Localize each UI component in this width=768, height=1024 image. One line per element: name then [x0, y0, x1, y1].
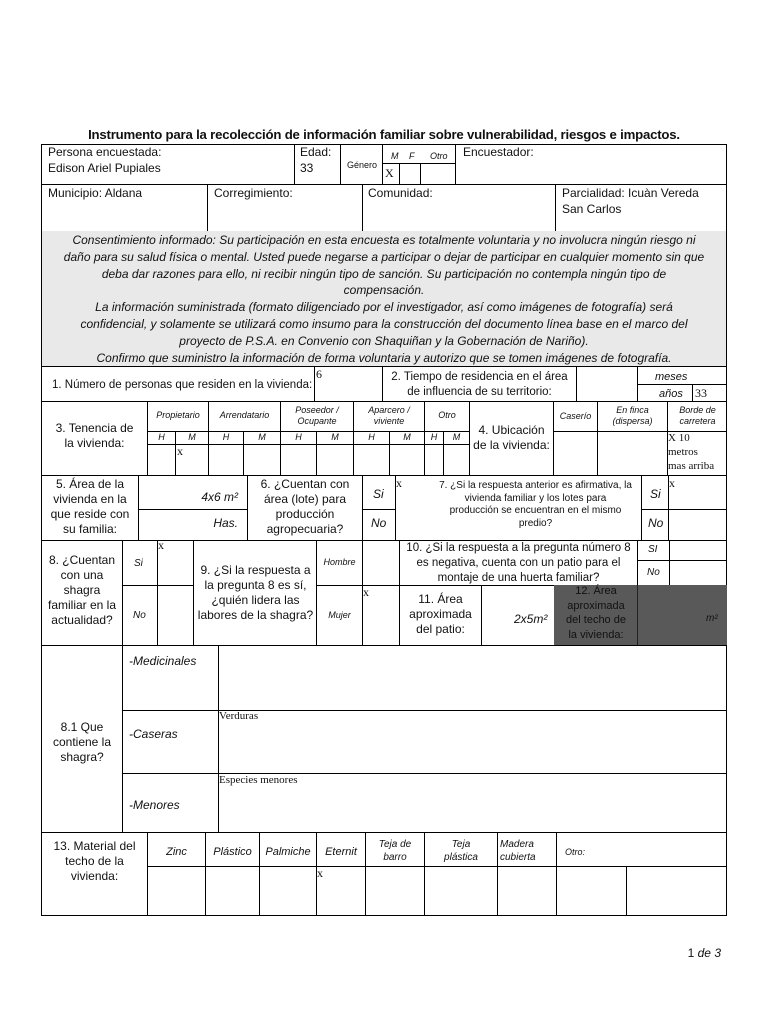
q3-arrendatario: Arrendatario	[219, 410, 270, 420]
q9-hombre: Hombre	[323, 557, 356, 567]
edad-value[interactable]: 33	[300, 161, 314, 175]
parcialidad-vereda[interactable]: San Carlos	[562, 202, 622, 216]
persona-value[interactable]: Edison Ariel Pupiales	[48, 161, 161, 175]
q3-h-3: H	[295, 432, 302, 442]
q13-teja-plastica: Teja plástica	[444, 839, 478, 863]
q3-aparcero: Aparcero / viviente	[368, 405, 410, 426]
genero-otro-label: Otro	[430, 151, 448, 161]
q3-m-2: M	[258, 432, 266, 442]
q1-value[interactable]: 6	[316, 367, 322, 381]
q10-no: No	[647, 567, 660, 578]
q3-otro: Otro	[438, 410, 456, 420]
q12-unit: m²	[706, 613, 718, 624]
corregimiento[interactable]: Corregimiento:	[214, 186, 293, 200]
q9-mark[interactable]: x	[363, 585, 369, 599]
q3-propietario: Propietario	[156, 410, 200, 420]
q13-label: 13. Material del techo de la vivienda:	[53, 839, 136, 883]
q6-label: 6. ¿Cuentan con área (lote) para producción agropecuaria?	[260, 477, 350, 536]
q6-mark[interactable]: x	[396, 476, 402, 490]
q13-madera: Madera cubierta	[500, 839, 536, 863]
q81-medicinales: -Medicinales	[129, 654, 197, 668]
q81-menores: -Menores	[129, 798, 180, 812]
q11-value[interactable]: 2x5m²	[514, 612, 548, 626]
q3-poseedor: Poseedor / Ocupante	[295, 405, 339, 426]
consent-text: Consentimiento informado: Su participación en esta encuesta es totalmente voluntaria y no involucra ningún riesgo ni daño para su salud física o mental. Usted puede negarse a participar o dejar de participar en cualquier momento sin que deba dar razones para ello, ni recibir ningún tipo de sanción. Su participación no contempla ningún tipo de compensación. La información suministrada (formato diligenciado por el investigador, así como imágenes de fotografía) será confidencial, y solamente se utilizará como insumo para la construcción del documento línea base en el marco del proyecto de P.S.A. en Convenio con Shaquiñan y la Gobernación de Nariño). Confirmo que suministro la información de forma voluntaria y autorizo que se tomen imágenes de fotografía.	[63, 233, 705, 365]
q7-si: Si	[650, 487, 661, 501]
q3-mark[interactable]: x	[177, 444, 183, 458]
q3-m-4: M	[403, 432, 411, 442]
q13-zinc: Zinc	[166, 846, 187, 858]
q6-si: Si	[373, 487, 384, 501]
q2-anos-value[interactable]: 33	[695, 386, 707, 400]
q2-meses-label: meses	[655, 371, 688, 383]
q8-mark[interactable]: x	[158, 538, 164, 552]
q4-label: 4. Ubicación de la vivienda:	[473, 423, 550, 452]
q4-finca: En finca (dispersa)	[612, 405, 653, 426]
q9-label: 9. ¿Si la respuesta a la pregunta 8 es sí, ¿quién lidera las labores de la shagra?	[197, 563, 314, 622]
q10-si: SI	[648, 544, 658, 555]
q3-m-5: M	[452, 432, 461, 442]
q7-label: 7. ¿Si la respuesta anterior es afirmativa, la vivienda familiar y los lotes para producción se encuentran en el mismo predio?	[439, 480, 632, 529]
parcialidad[interactable]: Parcialidad: Icuàn Vereda	[562, 186, 699, 200]
q3-label: 3. Tenencia de la vivienda:	[55, 421, 134, 450]
q5-label: 5. Área de la vivienda en la que reside con su familia:	[50, 477, 130, 536]
q81-caseras: -Caseras	[129, 727, 178, 741]
persona-label: Persona encuestada:	[48, 145, 162, 159]
q3-h-5: H	[430, 432, 438, 442]
municipio[interactable]: Municipio: Aldana	[48, 186, 143, 200]
q7-mark[interactable]: x	[669, 476, 675, 490]
q9-mujer: Mujer	[328, 610, 351, 620]
genero-f-label: F	[409, 151, 415, 161]
q8-label: 8. ¿Cuentan con una shagra familiar en la actualidad?	[47, 553, 117, 627]
q3-m-3: M	[331, 432, 339, 442]
q3-m-1: M	[188, 432, 196, 442]
q4-caserio: Caserío	[559, 411, 592, 421]
q3-h-4: H	[368, 432, 375, 442]
q6-no: No	[371, 516, 387, 530]
q11-label: 11. Área aproximada del patio:	[409, 592, 472, 636]
q13-otro: Otro:	[565, 847, 586, 857]
q81-label: 8.1 Que contiene la shagra?	[52, 720, 112, 764]
q2-label: 2. Tiempo de residencia en el área de influencia de su territorio:	[391, 371, 568, 398]
q13-mark[interactable]: x	[317, 866, 323, 880]
q7-no: No	[648, 516, 664, 530]
genero-label: Género	[347, 160, 378, 170]
q1-label: 1. Número de personas que residen en la vivienda:	[52, 379, 313, 391]
comunidad[interactable]: Comunidad:	[368, 186, 433, 200]
encuestador-label: Encuestador:	[463, 145, 534, 159]
q4-borde: Borde de carretera	[679, 405, 716, 426]
q5-has: Has.	[213, 516, 238, 530]
q4-answer[interactable]: X 10 metros mas arriba	[668, 432, 715, 472]
q13-plastico: Plástico	[213, 846, 252, 858]
edad-label: Edad:	[300, 145, 332, 159]
page-number: 1 de 3	[687, 946, 721, 960]
q10-label: 10. ¿Si la respuesta a la pregunta número 8 es negativa, cuenta con un patio para el montaje de una huerta familiar?	[406, 542, 631, 584]
q2-anos-label: años	[659, 388, 683, 400]
q5-area-value[interactable]: 4x6 m²	[201, 490, 238, 504]
genero-mark[interactable]: X	[385, 166, 394, 180]
q81-menores-value[interactable]: Especies menores	[219, 774, 298, 786]
q8-si: Si	[134, 558, 143, 569]
q81-caseras-value[interactable]: Verduras	[219, 710, 259, 722]
q13-teja-barro: Teja de barro	[378, 839, 412, 863]
q3-h-1: H	[158, 432, 165, 442]
q3-h-2: H	[222, 432, 230, 442]
q13-palmiche: Palmiche	[265, 846, 311, 858]
page-title: Instrumento para la recolección de información familiar sobre vulnerabilidad, riesgos e impactos.	[88, 127, 680, 142]
genero-m-label: M	[391, 151, 399, 161]
q8-no: No	[133, 610, 146, 621]
q13-eternit: Eternit	[325, 846, 357, 858]
q12-label: 12. Área aproximada del techo de la vivienda:	[566, 585, 626, 641]
